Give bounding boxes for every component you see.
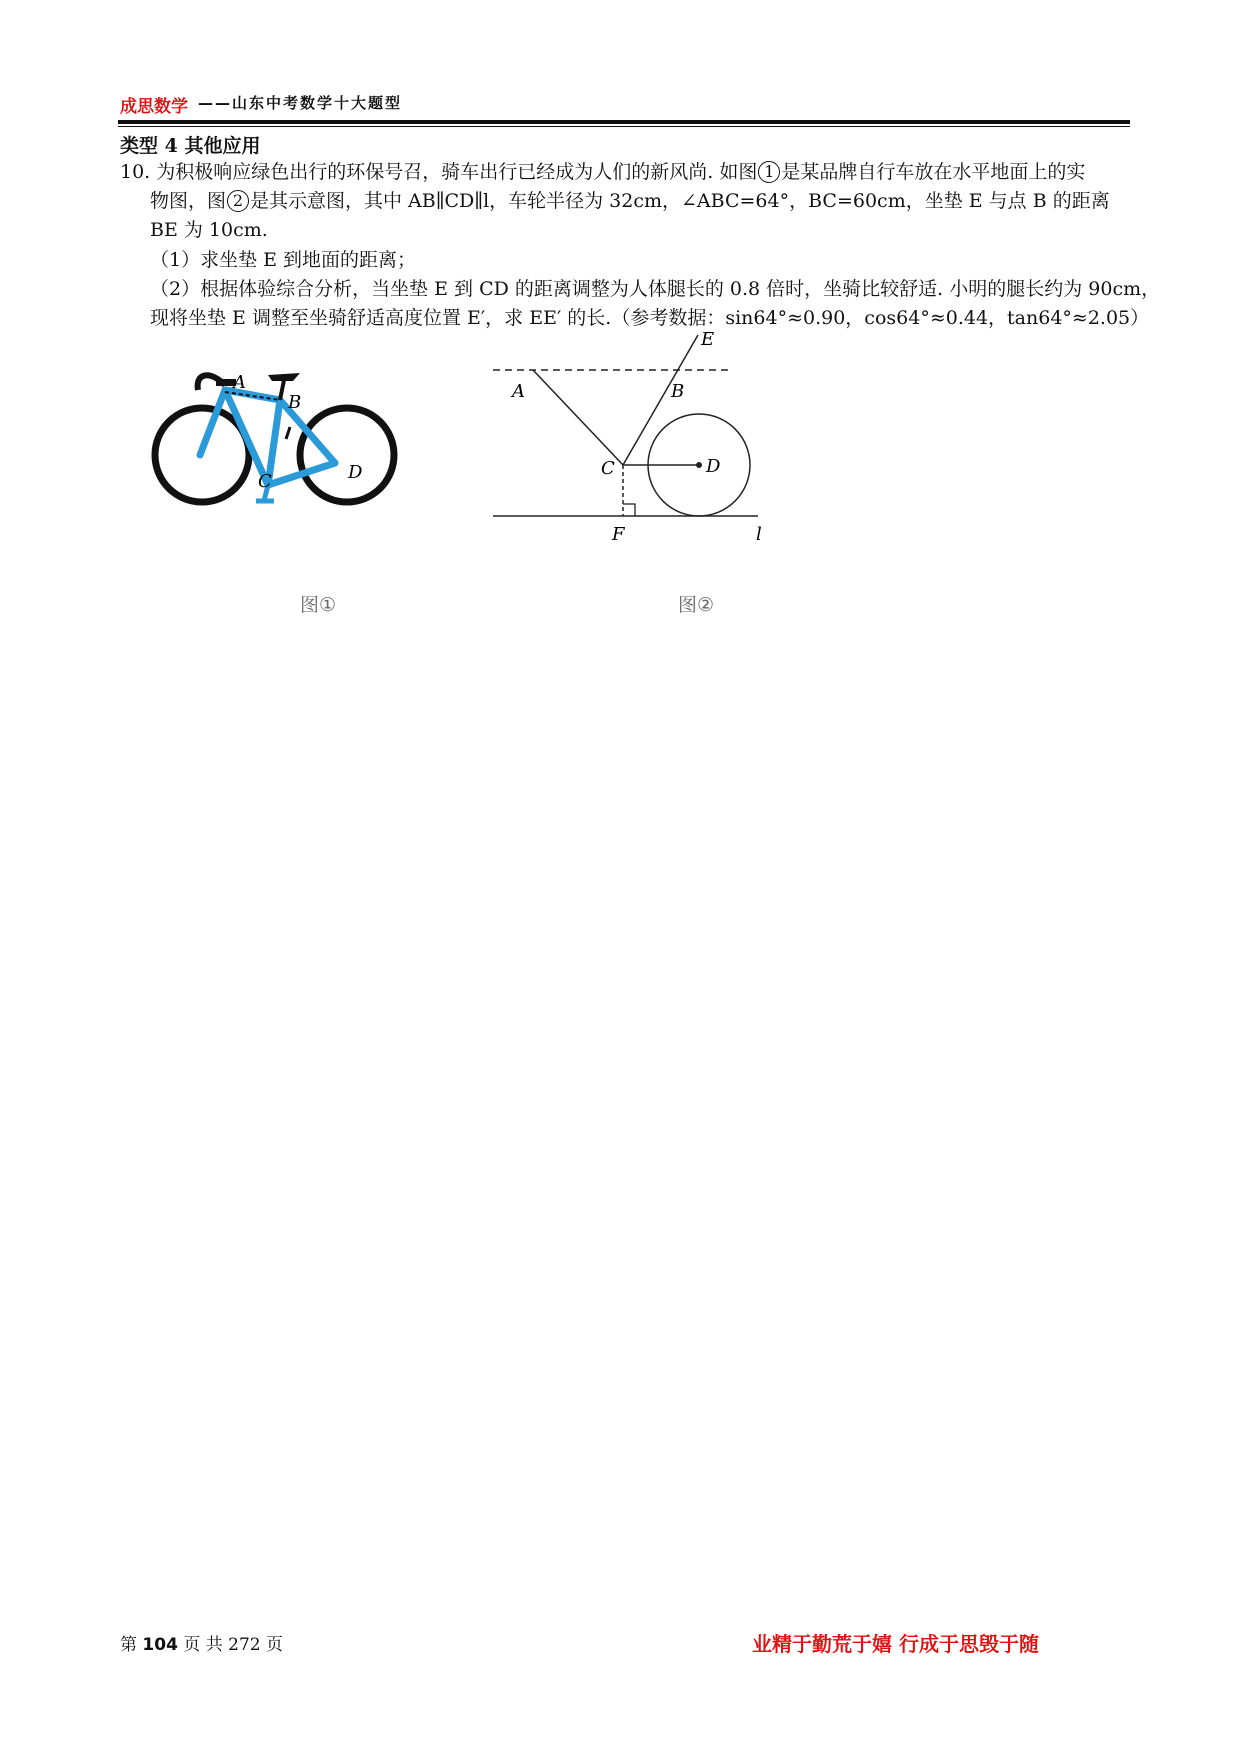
problem-part-2-line-2: 现将坐垫 E 调整至坐骑舒适高度位置 E′，求 EE′ 的长.（参考数据：sin64°≈0.90，cos64°≈0.44，tan64°≈2.05） xyxy=(150,307,1150,329)
fig2-label-c: C xyxy=(601,458,615,479)
fig2-label-a: A xyxy=(512,381,525,402)
point-d xyxy=(696,462,702,468)
page-prefix: 第 xyxy=(120,1635,137,1655)
figure-2-caption: 图② xyxy=(678,594,715,616)
seat-post xyxy=(280,380,284,400)
problem-line-1b: 是某品牌自行车放在水平地面上的实 xyxy=(781,161,1086,183)
problem-line-2b: 是其示意图，其中 AB∥CD∥l，车轮半径为 32cm，∠ABC=64°，BC=60cm，坐垫 E 与点 B 的距离 xyxy=(250,190,1110,212)
problem-line-1 xyxy=(120,158,1085,187)
page-total: 272 xyxy=(228,1635,261,1655)
fig1-label-c: C xyxy=(258,471,272,492)
page-mid: 页 共 xyxy=(183,1635,223,1655)
fig1-label-a: A xyxy=(233,372,246,393)
page-counter xyxy=(120,1630,283,1655)
front-wheel xyxy=(300,408,394,502)
segment-ac xyxy=(533,370,623,465)
header-rule-thin xyxy=(118,126,1130,127)
page-suffix: 页 xyxy=(265,1635,283,1655)
footer-motto: 业精于勤荒于嬉 行成于思毁于随 xyxy=(752,1632,1039,1656)
fig1-label-d: D xyxy=(348,462,363,483)
reflector xyxy=(286,427,290,439)
figure-1-bicycle xyxy=(150,355,410,515)
saddle xyxy=(268,373,300,381)
fig2-label-e: E xyxy=(701,330,715,350)
header-subtitle: ——山东中考数学十大题型 xyxy=(198,94,403,112)
problem-number: 10. xyxy=(120,161,151,183)
fig2-label-l: l xyxy=(756,524,762,545)
circle-number-1: 1 xyxy=(758,161,780,183)
problem-line-2 xyxy=(150,187,1110,216)
right-angle-mark xyxy=(623,504,635,516)
fig2-label-f: F xyxy=(612,524,625,545)
page-current: 104 xyxy=(142,1635,178,1655)
problem-line-1a: 为积极响应绿色出行的环保号召，骑车出行已经成为人们的新风尚. 如图 xyxy=(156,161,758,183)
fig1-label-b: B xyxy=(288,392,302,413)
segment-ce xyxy=(623,335,698,465)
header-brand: 成思数学 xyxy=(120,97,188,117)
problem-part-2-line-1: （2）根据体验综合分析，当坐垫 E 到 CD 的距离调整为人体腿长的 0.8 倍时，坐骑比较舒适. 小明的腿长约为 90cm， xyxy=(150,278,1161,300)
problem-text xyxy=(120,158,1161,329)
fig2-label-b: B xyxy=(671,381,685,402)
section-title: 类型 4 其他应用 xyxy=(120,135,261,157)
circle-number-2: 2 xyxy=(227,190,249,212)
problem-part-1: （1）求坐垫 E 到地面的距离； xyxy=(150,249,417,271)
problem-line-3: BE 为 10cm. xyxy=(150,219,268,241)
figure-1-caption: 图① xyxy=(300,594,337,616)
figure-2-schematic xyxy=(488,330,778,560)
fig2-label-d: D xyxy=(706,456,721,477)
header-rule xyxy=(118,120,1130,124)
problem-line-2a: 物图，图 xyxy=(150,190,227,212)
